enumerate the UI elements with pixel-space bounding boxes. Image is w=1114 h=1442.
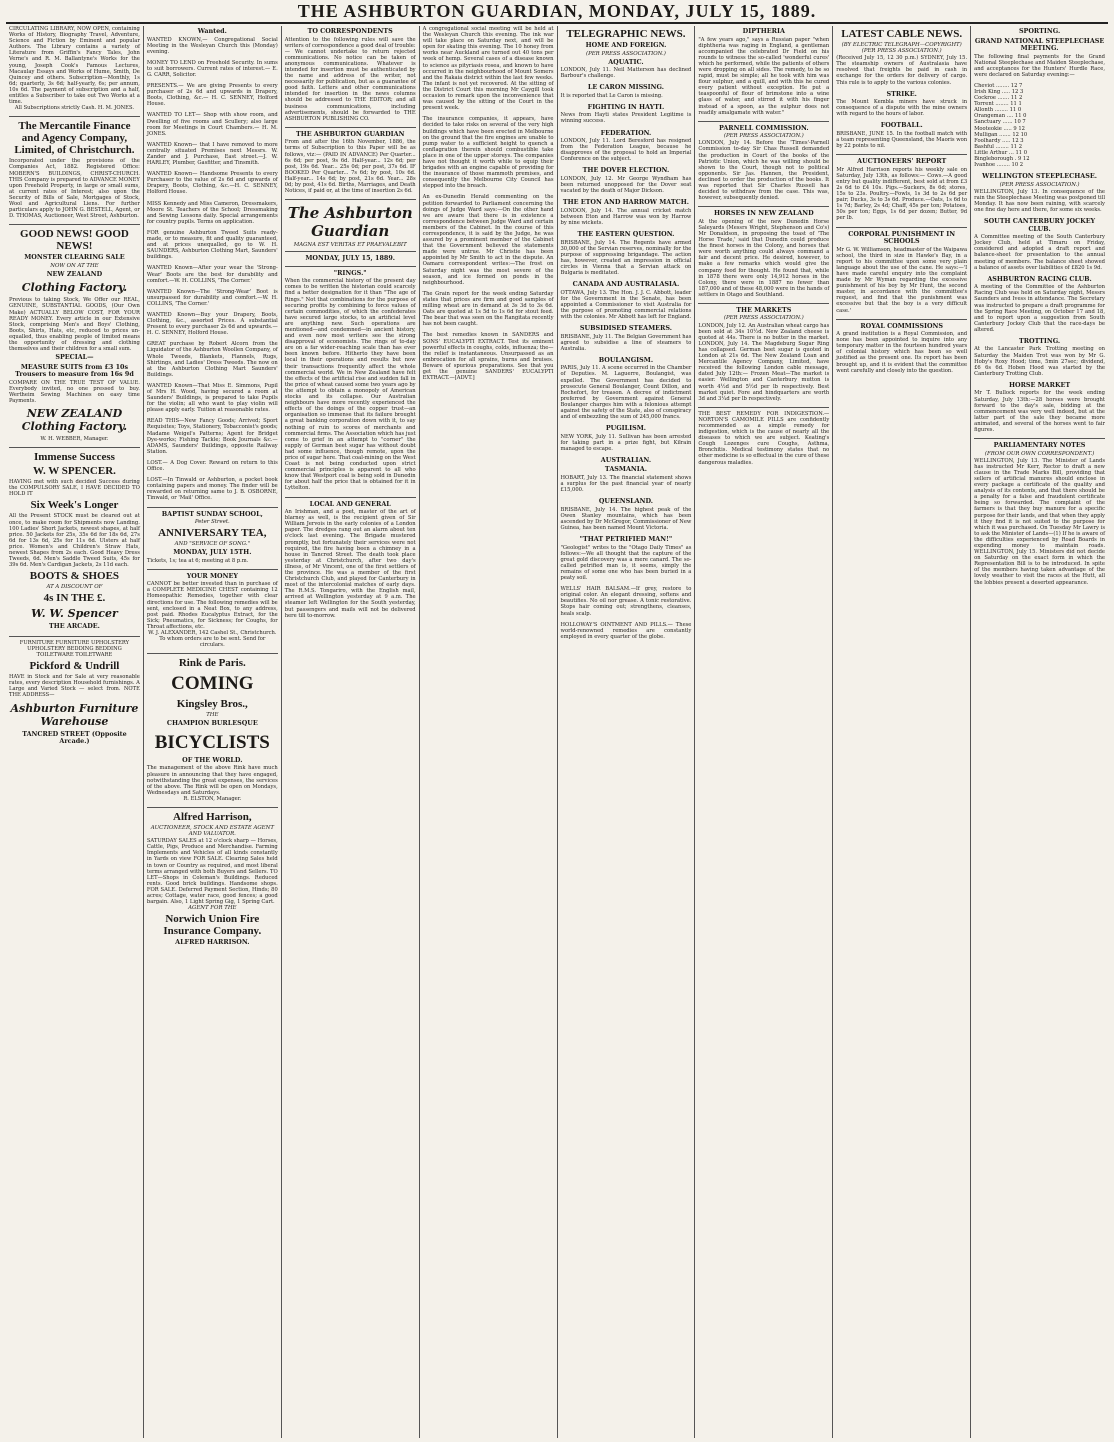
paper-motto: MAGNA EST VERITAS ET PRAEVALEBIT	[293, 242, 407, 249]
news-heading: ASHBURTON RACING CLUB.	[987, 274, 1092, 283]
markets-body: LONDON, July 12. An Australian wheat cargo has been sold at 34s 10½d. New Zealand cheese is quoted at 44s. There is no butter in the market. LONDON, July 14. The Magdeburg Sugar Ring has collapsed. German beet sugar is quoted in London at 21s 6d. The New Zealand Loan and Mercantile Agency Company, Limited, have received the following London cable message, dated July 12th:— Frozen Meat—The market is easier. Wellington and Canterbury mutton is worth 4½d and 5½d per lb respectively. Best market quiet. Fore and hindquarters are worth 3d and 3¼d per lb respectively.	[698, 322, 830, 402]
parnell-title: PARNELL COMMISSION.	[718, 123, 809, 132]
rink-ad	[147, 657, 278, 802]
news-text: "Geologist" writes to the "Otago Daily Times" as follows:—We all thought that the capture of the great gold discovery was a mere canard. The so-called petrified man is, it seems, simply the remains of some one who has been buried in a peaty soil.	[560, 544, 692, 582]
good-news-store-big: Clothing Factory.	[21, 281, 128, 295]
divider	[836, 319, 967, 320]
news-heading: TASMANIA.	[604, 465, 647, 474]
news-heading: SUBSIDISED STEAMERS.	[579, 324, 672, 333]
baptist-date: MONDAY, JULY 15TH.	[173, 548, 252, 557]
news-text: It is reported that Le Caron is missing.	[560, 92, 663, 99]
royal-title: ROYAL COMMISSIONS	[860, 321, 943, 330]
columns	[6, 26, 1108, 1438]
corporal-title: CORPORAL PUNISHMENT IN SCHOOLS	[848, 229, 956, 246]
rink-sign: R. ELSTON, Manager.	[183, 795, 242, 802]
good-news-sub: MONSTER CLEARING SALE	[24, 253, 125, 262]
rink-coming: COMING	[171, 673, 254, 695]
terms-title: THE ASHBURTON GUARDIAN	[295, 129, 405, 138]
harrison-agent: AGENT FOR THE	[188, 905, 237, 912]
news-text: LONDON, July 12. Mr George Wyndham has been returned unopposed for the Dover seat vacated by the death of Major Dickson.	[560, 175, 692, 195]
good-news-manager: W. H. WEBBER, Manager.	[40, 436, 109, 443]
horses-body: At the opening of the new Dunedin Horse Saleyards (Messrs Wright, Stephenson and Co's) Mr Donaldson, in proposing the toast of 'The Horse Trade,' said that Dunedin could produce the finest horses in the Colony, and horses that were worth anything could always command a fair and decent price. He desired, however, to make a few remarks which would give the company food for thought. He found that, while in 1878 there were only 14,912 horses in the Colony, there were in 1887 no fewer than 187,000 and of these 48,000 were in the hands of settlers in Otago and Southland.	[698, 218, 830, 298]
corporal-body: Mr G. W. Williamson, headmaster of the Waipawa school, the third in size in Hawke's Bay, in a report to his committee upon some very plain language about the use of the cane. He says:—'I have made careful enquiry into the complaint made by Mr Wyman regarding the excessive punishment of his boy by Mr Hunt, the second master, in accordance with the committee's request, and find that the punishment was excessive but that the boy is a very difficult case.'	[836, 246, 968, 314]
column-6	[695, 26, 833, 1438]
grain-paragraph: The Grain report for the week ending Saturday states that prices are firm and good samples of milling wheat are in demand at 3s 3d to 3s 6d. Oats are quoted at 1s 5d to 1s 6d for stout feed. The bear that was seen on the Rangitata recently has not been caught.	[422, 290, 554, 328]
divider	[836, 227, 967, 228]
divider	[147, 807, 278, 808]
entry-row: Mooteokie ..... 9 12	[974, 125, 1025, 132]
medicine-title: YOUR MONEY	[186, 571, 238, 580]
rink-bicyclists: BICYCLISTS	[154, 731, 270, 753]
classified: WANTED Known—That Miss E. Simmons, Pupil of Mrs H. Wood, having secured a room at Saunders' Buildings, is prepared to take Pupils for the violin; all who want to play violin will please apply early. Tuition at reasonable rates.	[146, 382, 278, 414]
sporting-sub: GRAND NATIONAL STEEPLECHASE MEETING.	[974, 36, 1105, 52]
spencer-longer: Six Week's Longer	[30, 499, 119, 512]
column-5	[558, 26, 696, 1438]
entry-row: Allonth ........ 11 0	[974, 107, 1022, 114]
news-heading: TROTTING.	[1018, 336, 1061, 345]
editorial	[285, 204, 416, 491]
news-heading: HORSE MARKET	[1008, 380, 1071, 389]
news-text: At the Lancaster Park Trotting meeting on Saturday the Maiden Trot was won by Mr G. Hoby's Roxy Hood; time, 5min 27sec; dividend, £6 6s 6d. Hoben Hood was started by the Canterbury Trotting Club.	[974, 346, 1105, 377]
news-text: WELLINGTON, July 13. In consequence of the rain the Steeplechase Meeting was postponed till Monday. It has now been raining, with scarcely one fine day here and there, for some six weeks.	[974, 188, 1105, 214]
spencer-sign: W. W. Spencer	[31, 607, 118, 621]
classified: WANTED TO LET— Shop with show room, and Dwelling of five rooms and Scullery; also large room for Meetings in Court Chambers.— H. M. JONES.	[146, 112, 278, 137]
terms-body: From and after the 16th November, 1886, the terms of Subscription to this Paper will be as follows, viz:— (PAID IN ADVANCE) Per Quarter... 6s 6d; per post, 9s 6d. Half-year... 12s 6d; per post, 19s 6d. Year... 25s 0d; per post, 37s 6d. IF BOOKED Per Quarter... 7s 6d; by post, 10s 6d. Half-year... 14s 6d; by post, 21s 6d. Year... 28s 0d; by post, 41s 6d. Births, Marriages, and Death Notices, if paid or, at the time of insertion 2s 6d.	[284, 139, 416, 195]
markets-sub: (PER PRESS ASSOCIATION.)	[723, 315, 804, 322]
correspondents-title: TO CORRESPONDENTS	[307, 27, 393, 35]
spencer-four: 4s IN THE £.	[43, 592, 106, 605]
news-text: BRISBANE, July 11. The Belgian Government has agreed to subsidise a line of steamers to Australia.	[560, 333, 692, 352]
good-news-measure: MEASURE SUITS from £3 10s Trousers to measure from 16s 9d	[15, 362, 134, 379]
classified: WANTED Known—The 'Strong-Wear' Boot is unsurpassed for durability and comfort.—W. H. COLLINS, 'The Corner.'	[146, 288, 278, 307]
good-news-title: GOOD NEWS! GOOD NEWS!	[20, 228, 129, 253]
sporting-title: SPORTING.	[1018, 27, 1061, 35]
news-paragraph: An ex-Dunedin Herald commenting on the petition forwarded to Parliament concerning the doings of Judge Ward says:—On the other hand we are aware that there is in existence a correspondence between Judge Ward and certain members of the Cabinet. In the course of this correspondence, it is said by the Judge, he was assured by a prominent member of the Cabinet that the Government believed the statements made were untrue. Mr Christie has been appointed by Mr Smith to act in the dispute. An Oamaru correspondent writes:—The frost on Saturday night was the most severe of the season, and ice formed on ponds in the neighbourhood.	[422, 194, 554, 286]
spencer-ad	[9, 451, 140, 631]
medicine-ad	[147, 573, 278, 649]
good-news-note: NOW ON AT THE	[50, 262, 99, 269]
good-news-body: Previous to taking Stock, We Offer our REAL, GENUINE, SUBSTANTIAL GOODS, (Our Own Make) ACTUALLY BELOW COST, FOR YOUR READY MONEY. Every article in our Extensive Stock, comprising Men's and Boys' Clothing, Boots, Shirts, Hats, etc, reduced to prices un-equalled, thus enabling people of limited means the opportunity of dressing and clothing themselves and their children for a small sum.	[9, 297, 140, 353]
column-3	[282, 26, 420, 1438]
divider	[9, 116, 140, 117]
rink-the: THE	[206, 712, 219, 719]
divider	[9, 636, 140, 637]
divider	[836, 154, 967, 155]
divider	[285, 199, 416, 200]
divider	[285, 127, 416, 128]
news-heading: THE EASTERN QUESTION.	[577, 230, 675, 238]
baptist-ad	[147, 511, 278, 564]
entry-row: Torrent ........ 11 1	[974, 101, 1022, 108]
news-text: LONDON, July 11. Lord Beresford has resigned from the Federation League, because he disapproves of the proposal to hold an Imperial Conference on the subject.	[560, 138, 692, 163]
entry-row: Irish King ..... 12 3	[974, 88, 1024, 95]
parliament-body: WELLINGTON, July 13. The Minister of Lands has instructed Mr Kerr, Rector to draft a new clause in the Trade Marks Bill, providing that sellers of artificial manures should enclose in every package a certificate of the quality and analysis of its contents, and that there should be a penalty for a false and fraudulent certificate being so forwarded. The complaint of the farmers is that they buy manure for a specific purpose for their lands, and that when they apply it they find it is not suited to the purpose for which it was purchased. On Tuesday Mr Lawry is to ask the Minister of Lands—(1) If he is aware of the difficulties experienced by Road Boards in expending money to maintain roads. WELLINGTON, July 15. Ministers did not decide on Saturday on the exact form in which the Representation Bill is to be introduced. In spite of the members having taken advantage of the lovely weather to visit the races at the Hutt, all the lobbies present a deserted appearance.	[974, 457, 1105, 586]
entry-row: Mulligan ....... 12 10	[974, 131, 1028, 138]
news-heading: AUSTRALIAN.	[600, 455, 652, 464]
royal-body: A grand institution is a Royal Commission, and none has been appointed to inquire into any temporary matter in the fourteen hundred years of colonial history which has been so well justified as the present one. Its report has been brought up, and it is evident that the committee went carefully and closely into the question.	[836, 331, 968, 374]
news-text: A Committee meeting of the South Canterbury Jockey Club, held at Timaru on Friday, considered and adopted a draft report and balance-sheet for presentation to the annual meeting of members. The balance sheet showed a balance of assets over liabilities of £820 1s 9d.	[974, 234, 1105, 271]
news-heading: LE CARON MISSING.	[587, 83, 664, 92]
advert-text: WELLS' HAIR BALSAM.—If grey, restore to original color. An elegant dressing, softens and beautifies. No oil nor grease. A tonic restorative. Stops hair coming out; strengthens, cleanses, heals scalp.	[560, 586, 692, 617]
editorial-heading: "RINGS."	[333, 268, 367, 277]
furniture-ad	[9, 640, 140, 746]
classified: LOST.—In Tinwald or Ashburton, a pocket book containing papers and money. The finder will be rewarded on returning same to J. B. OSBORNE, Tinwald, or 'Mail' Office.	[146, 477, 278, 502]
news-heading: SOUTH CANTERBURY JOCKEY CLUB.	[983, 217, 1096, 233]
sporting-entries	[974, 83, 1105, 168]
classified: PRESENTS.— We are giving Presents to every purchaser of 2s 6d and upwards in Drapery, Boots, Clothing, &c.— H. C. SENNEY, Holford House.	[146, 83, 278, 108]
news-text: News from Hayti states President Legitime is winning success.	[560, 112, 692, 125]
telegraphic-title: TELEGRAPHIC NEWS.	[566, 28, 686, 40]
news-text: HOBART, July 13. The financial statement shows a surplus for the past financial year of nearly £15,000.	[560, 474, 692, 494]
library-ad	[9, 26, 140, 111]
spencer-arcade: THE ARCADE.	[49, 622, 100, 631]
classified: FOR genuine Ashburton Tweed Suits ready-made, or to measure, fit and quality guaranteed, and at prices unequalled, go to W. H. SAUNDERS, Ashburton Clothing Mart, Saunders' buildings.	[146, 229, 278, 261]
news-heading: WELLINGTON STEEPLECHASE.	[982, 172, 1097, 181]
column-1	[6, 26, 144, 1438]
news-sub: (PER PRESS ASSOCIATION.)	[999, 181, 1080, 188]
news-heading: FOOTBALL.	[880, 121, 923, 130]
classified: MISS Kennedy and Miss Cameron, Dressmakers, Moore St. Teachers of the School; Dressmaking and Sewing Lessons daily. Special arrangements for country pupils. Terms on application.	[146, 200, 278, 225]
news-text: The Mount Kembla miners have struck in consequence of a dispute with the mine owners with regard to the hours of labor.	[836, 99, 968, 118]
masthead-title: THE ASHBURTON GUARDIAN, MONDAY, JULY 15, 1889.	[6, 0, 1108, 24]
remedy-advert: THE BEST REMEDY FOR INDIGESTION.—NORTON'S CAMOMILE PILLS are confidently recommended as a simple remedy for indigestion, which is the cause of nearly all the diseases to which we are subject. Keating's Cough Lozenges cure Coughs, Asthma, Bronchitis. Medical testimony states that no other medicine is so effectual in the cure of these dangerous maladies.	[698, 410, 830, 466]
correspondents-body: Attention to the following rules will save the writers of correspondence a good deal of trouble:— We cannot undertake to return rejected communications. No notice can be taken of anonymous communications. Whatever is intended for insertion must be authenticated by the name and address of the writer, not necessarily for publication, but as a guarantee of good faith. Letters and other communications intended for insertion in the news columns should be addressed to THE EDITOR; and all business communications, including advertisements, should be forwarded to THE ASHBURTON PUBLISHING CO.	[284, 36, 416, 122]
entry-row: Bashful ........ 11 2	[974, 143, 1022, 150]
harrison-body: SATURDAY SALES at 12 o'clock sharp — Horses, Cattle, Pigs, Produce and Merchandise. Farming Implements and Vehicles of all kinds constantly in Yards on view FOR SALE. Clearing Sales held in town or Country as required, and most liberal terms arranged with both Buyers and Sellers. TO LET—Shops in Coleman's Buildings. Reduced rents. Good brick buildings. Handsome shops. FOR SALE. Deferred Payment Section, Hinds; 80 acres; Cottage, water race, good fences; a good bargain. Also, 1 Light Spring Gig, 1 Spring Cart.	[146, 838, 278, 906]
news-heading: STRIKE.	[886, 89, 917, 98]
pickford-title: Pickford & Undrill	[29, 660, 120, 673]
spencer-body: HAVING met with such decided Success during the COMPULSORY SALE, I HAVE DECIDED TO HOLD IT	[9, 479, 140, 498]
classified: WANTED Known—After your wear the 'Strong-Wear' Boots are the best for durability and comfort.—W. H. COLLINS, 'The Corner.'	[146, 265, 278, 284]
news-text: A meeting of the Committee of the Ashburton Racing Club was held on Saturday night, Messrs Saunders and Ivess in attendance. The Secretary was instructed to prepare a draft programme for the Spring Race Meeting, on October 17 and 18, and to report upon a suggestion from South Canterbury Jockey Club that the race-days be altered.	[974, 284, 1105, 333]
harrison-sub: AUCTIONEER, STOCK AND ESTATE AGENT AND VALUATOR.	[150, 824, 274, 838]
divider	[698, 206, 829, 207]
news-text: BRISBANE, July 14. The Regents have armed 30,000 of the Servian reserves, nominally for the purpose of suppressing brigandage. The action has, however, created an impression in official circles in Vienna that a Servian attack on Bulgaria is meditated.	[560, 239, 692, 276]
spencer-discount: AT A DISCOUNT OF	[46, 584, 103, 591]
divider	[147, 653, 278, 654]
diphtheria-body: "A few years ago," says a Russian paper "when diphtheria was raging in England, a gentleman accompanied the celebrated Dr Field on his rounds to witness the so-called 'wonderful cures' which he performed, while the patients of others were dropping on all sides. The remedy, to be so rapid, must be simple; all he took with him was flour sulphur, and a quill, and with this he cured every patient without exception. He put a teaspoonful of flour of brimstone into a wine glass of water, and stirred it with his finger instead of a spoon, as the sulphur does not readily amalgamate with water."	[698, 36, 830, 116]
mercantile-ad	[9, 120, 140, 219]
classified: GREAT purchase by Robert Alcorn from the Liquidator of the Ashburton Woollen Company, of Whole Tweeds, Blankets, Flannels, Rugs, Shirtings, and Ladies' Dress Tweeds. The now on at the Ashburton Clothing Mart Saunders' Buildings.	[146, 341, 278, 378]
local-body: An Irishman, and a poet, master of the art of blarney as well, is the recipient given of Sir William Jervois in the early colonies of a London paper. The dredges rang out an alarm about ten o'clock last evening. The Brigade mustered promptly, but fortunately their services were not required, the fire having been a chimney in a house in Tancred Street. The death took place yesterday at Christchurch, after two day's illness, of Mr Vincent, one of the first settlers of the province. He was a member of the first Christchurch Club, and played for Canterbury in most of the intercolonial matches of early days. The R.M.S. Tongariro, with the English mail, arrived at Wellington yesterday at 9 a.m. The steamer left Wellington for the South yesterday, but passengers and mails will not be delivered here till to-morrow.	[284, 509, 416, 619]
wanted-heading: Wanted.	[197, 27, 227, 35]
library-body: CIRCULATING LIBRARY, NOW OPEN, containing Works of History, Biography Travel, Adventure, Science and Fiction by Eminent and popular Authors. The Library contains a variety of Literature from Griffin's Fancy Tales, John Verne's and R. M. Ballantyne's Works for the young, Joseph Cook's Famous Lectures, Macaulay Essays and Works of Hume, Smith, De Quincey and others. Subscription—Monthly, 1s 6d; quarterly, 3s 6d; half-yearly, 6s; per annum, 10s 6d. The payment of subscription and a half, entitles a Subscriber to take out Two Works at a time.	[9, 26, 140, 106]
news-text: LONDON, July 11. Neil Matterson has declined Barbour's challenge.	[560, 67, 692, 80]
classified: MONEY TO LEND on Freehold Security. In sums to suit borrowers. Current rates of interest.— E. G. CARR, Solicitor.	[146, 59, 278, 78]
entry-row: Cheviot ........ 12 7	[974, 82, 1023, 89]
medicine-sign: W. J. ALEXANDER, 142 Cashel St., Christchurch. To whom orders are to be sent. Send for circulars.	[148, 630, 277, 649]
column-8	[971, 26, 1108, 1438]
baptist-sub: Peter Street.	[194, 519, 230, 525]
medicine-body: CANNOT be better invested than in purchase of a COMPLETE MEDICINE CHEST containing 12 Homeopathic Remedies, together with clear directions for use. The following remedies will be sent, enclosed in a Neat Box, to any address, post paid. Rhodes Eucalyptus Extract, for the Sick; Pneumatics, for Sickness; for Coughs, for Throat affections, etc.	[146, 581, 278, 630]
baptist-anniversary: ANNIVERSARY TEA,	[158, 527, 267, 540]
local-continued: A congregational social meeting will be held at the Wesleyan Church this evening. The ink war will take place on Saturday next, and will be open for skating this evening. The 10 honey from works near Auckland are turned out 40 tons per week of hemp. Several cases of a disease known to science as pityriasis rosea, and known to have occurred in the neighbourhood of Mount Somers and the Rakaia district within the last few weeks. The infant is not yet recovered. At the sitting of the District Court this morning Mr Caygill took occasion to remark upon the inconvenience that was caused by the sitting of the Court in the present week.	[422, 26, 554, 112]
cables-sub: (BY ELECTRIC TELEGRAPH—COPYRIGHT) (PER PRESS ASSOCIATION.)	[841, 42, 962, 55]
news-text: BRISBANE, July 14. The highest peak of the Owen Stanley mountains, which has been ascended by Dr McGregor, Commissioner of New Guinea, has been named Mount Victoria.	[560, 506, 692, 531]
classified: LOST.— A Dog Cover. Reward on return to this Office.	[146, 459, 278, 473]
harrison-ad	[147, 811, 278, 947]
divider	[147, 569, 278, 570]
paper-logo: The Ashburton Guardian	[287, 204, 413, 241]
news-text: PARIS, July 11. A scene occurred in the Chamber of Deputies. M. Laguerre, Boulangist, was expelled. The Government has decided to prosecute General Boulanger, Count Dillon, and Rochefort, for treason. A decree of indictment preferred by Government against General Boulanger charges him with a felonious attempt against the safety of the State, also of conspiracy and of embezzling the sum of 245,000 francs.	[560, 365, 692, 421]
rink-title: Rink de Paris.	[178, 657, 246, 670]
news-text: LONDON, July 14. The annual cricket match between Eton and Harrow was won by Harrow by nine wickets.	[560, 207, 692, 226]
horses-title: HORSES IN NEW ZEALAND	[713, 209, 814, 218]
parnell-sub: (PER PRESS ASSOCIATION.)	[723, 133, 804, 140]
good-news-ad	[9, 228, 140, 442]
classified: WANTED KNOWN,— Congregational Social Meeting in the Wesleyan Church this (Monday) evening.	[146, 36, 278, 55]
spencer-title: Immense Success	[33, 451, 115, 464]
rink-world: OF THE WORLD.	[182, 755, 243, 764]
entry-row: Foolhardy ..... 12 3	[974, 137, 1024, 144]
rink-kingsley: Kingsley Bros.,	[176, 698, 248, 711]
cables-sydney: (Received July 15, 12 30 p.m.) SYDNEY, July 15. The steamship owners of Australasia have resolved that freights be paid in cash in exchange for the orders for delivery of cargo. This rule is to apply to the various colonies.	[836, 55, 968, 86]
parliament-title: PARLIAMENTARY NOTES	[993, 441, 1086, 450]
classified: READ THIS—New Fancy Goods; Arrived; Sport Requisites; Toys, Stationery, Tobacconist's goods; Madame Weigel's Patterns; Agent for Bridget Dye-works; Fishing Tackle; Book Journals &c.—ADAMS, Saunders' Buildings, opposite Railway Station.	[146, 418, 278, 455]
news-heading: AQUATIC.	[608, 57, 644, 66]
library-footer: All Subscriptions strictly Cash. H. M. JONES.	[14, 105, 134, 112]
harrison-title: Alfred Harrison,	[173, 810, 252, 823]
editorial-body: When the commercial history of the present day comes to be written the historian could scarcely find a better designation for it than "The age of Rings." Not that combinations for the purpose of securing profits by combining to force values of certain commodities, of which the confederates have secured large stocks, to an artificial level are anything new. Such operations are mentioned—and condemned—in ancient history, and even now most writers see the strong disapproval of economists. The rings of to-day are on a far wider-reaching scale than has ever been known before. Hitherto they have been local in their operations and results but now their transactions frequently affect the whole commercial world. We in New Zealand have felt the effects of the artificial rise and sudden fall in the price of wheat caused some two years ago by the attempt to obtain a monopoly of American stocks and its collapse. Our Australian neighbours have more recently experienced the effects of the doings of the copper trust—an organisation so immense that its failure brought a great banking corporation down with it, to say nothing of ruin to scores of merchants and commercial firms. The Association which has just come to grief in an attempt to "corner" the supply of German beet sugar has without doubt had some influence, though remote, upon the price of sugar here. That coal-mining on the West Coast is not being conducted upon strict commercial principles is apparent to all who know that Westport coal is being sold in Dunedin for about half the price that is obtained for it in Lyttelton.	[284, 278, 416, 492]
spencer-boots: BOOTS & SHOES	[29, 570, 120, 583]
classified: WANTED Known— that I have removed to more centrally situated Premises next Messrs. W. Zander and J. Purchase, East street.—J. W. HARLEY, Plumber, Gasfitter, and Tinsmith.	[146, 141, 278, 167]
spencer-stock: All the Present STOCK must be cleared out at once, to make room for Shipments now Landing. 100 Ladies' Short Jackets, newest shapes, at half price. 50 Jackets for 25s, 35s 6d for 18s 6d, 27s 6d for 13s 6d, 25s for 11s 6d. Ulsters at half price. Women's and Children's Straw Hats, newest Shapes from 2s each. Good Heavy Dress Tweeds, 6d. Men's Saddle Tweed Suits, 45s for 39s 6d. Men's Cardigan Jackets, 2s 11d each.	[9, 513, 140, 569]
rink-champion: CHAMPION BURLESQUE	[166, 719, 258, 728]
warehouse-title: Ashburton Furniture Warehouse	[10, 701, 139, 728]
good-news-special: SPECIAL—	[55, 353, 94, 362]
divider	[285, 251, 416, 252]
news-text: OTTAWA, July 13. The Hon. J. J. C. Abbott, leader for the Government in the Senate, has been appointed a Commissioner to visit Australia for the purpose of promoting commercial relations with the colonies. Mr Abbott has left for England.	[560, 289, 692, 320]
divider	[285, 497, 416, 498]
auctioneers-title: AUCTIONEERS' REPORT	[857, 157, 947, 166]
markets-title: THE MARKETS	[736, 305, 792, 314]
cables-title: LATEST CABLE NEWS.	[841, 28, 963, 40]
entry-row: Cockroe ....... 11 2	[974, 95, 1023, 102]
news-heading: QUEENSLAND.	[598, 497, 654, 506]
divider	[698, 407, 829, 408]
column-2	[144, 26, 282, 1438]
parliament-sub: (FROM OUR OWN CORRESPONDENT.)	[984, 450, 1095, 457]
divider	[974, 438, 1105, 439]
harrison-norwich: Norwich Union Fire Insurance Company.	[163, 913, 262, 938]
news-text: Mr T. Bullock reports for the week ending Saturday, July 13th:—28 horses were brought forward to the day's sale, bidding at the commencement was very well indeed, but at the latter part of the sale they became more animated, and several of the horses went to fair figures.	[974, 390, 1105, 433]
rink-body: The management of the above Rink have much pleasure in announcing that they have engaged, notwithstanding the great expenses, the services of the above. The Rink will be open on Mondays, Wednesdays and Saturdays.	[146, 765, 278, 796]
warehouse-street: TANCRED STREET (Opposite Arcade.)	[22, 729, 127, 746]
furniture-list: FURNITURE FURNITURE UPHOLSTERY UPHOLSTERY BEDDING BEDDING TOILETWARE TOILETWARE	[19, 639, 130, 659]
pickford-body: HAVE in Stock and for Sale at very reasonable rates, every description Household furnishings. A Large and Varied Stock — select from. NOTE THE ADDRESS—	[9, 674, 140, 699]
advert-text: HOLLOWAY'S OINTMENT AND PILLS.— These world-renowned remedies are constantly employed in every quarter of the globe.	[560, 621, 692, 640]
classified: WANTED Known—Buy your Drapery, Boots, Clothing, &c., assorted Prices. A substantial Present to every purchaser 2s 6d and upwards.—H. C. SENNEY, Holford House.	[146, 311, 278, 337]
divider	[147, 507, 278, 508]
news-text: NEW YORK, July 11. Sullivan has been arrested for taking part in a prize fight, but Kilrain managed to escape.	[560, 433, 692, 452]
news-heading: BOULANGISM.	[598, 355, 654, 364]
terms-notice	[285, 131, 416, 194]
mercantile-body: Incorporated under the provisions of the Companies Act, 1882. Registered Office: MOBERN'S BUILDINGS, CHRIST-CHURCH. THIS Company is prepared to ADVANCE MONEY upon Freehold Property, in large or small sums, at current rates of Interest; also upon the Security of Bills of Sale, Mortgages of Stock, Wool and Agricultural Liens. For further particulars apply to JOHN G. BESTELL, Agent, or D. THOMAS, Auctioneer, West Street, Ashburton.	[9, 158, 140, 220]
news-heading: FIGHTING IN HAYTI.	[587, 102, 665, 111]
divider	[698, 303, 829, 304]
news-heading: FEDERATION.	[600, 128, 652, 137]
insurance-paragraph: The insurance companies, it appears, have decided to take risks on several of the very high buildings which have been erected in Melbourne on the ground that the fire engines are unable to pump water to a sufficient height to quench a conflagration therein should combustible take place in one of the upper storeys. The companies have not thought it worth while to equip their brigades with an engine capable of providing for the insurance of those mammoth premises, and consequently the Melbourne City Council has stepped into the breach.	[422, 116, 554, 190]
home-sub: (PER PRESS ASSOCIATION.)	[586, 50, 666, 57]
local-general	[285, 501, 416, 619]
column-4	[420, 26, 558, 1438]
entry-row: Bingleborough . 9 12	[974, 156, 1030, 162]
diphtheria-title: DIPTHERIA	[742, 27, 785, 35]
correspondents-notice	[285, 28, 416, 122]
news-heading: THE ETON AND HARROW MATCH.	[562, 198, 689, 207]
entry-row: Ivanhoe ........ 10 2	[974, 162, 1024, 169]
news-heading: PUGILISM.	[605, 424, 647, 433]
mercantile-title: The Mercantile Finance and Agency Company, Limited, of Christchurch.	[14, 120, 135, 157]
local-title: LOCAL AND GENERAL	[309, 499, 391, 508]
harrison-name: ALFRED HARRISON.	[175, 938, 250, 947]
home-title: HOME AND FOREIGN.	[585, 41, 667, 49]
divider	[285, 266, 416, 267]
column-7	[833, 26, 971, 1438]
entry-row: Little Arthur ... 11 0	[974, 149, 1028, 156]
baptist-title: BAPTIST SUNDAY SCHOOL,	[161, 509, 263, 518]
divider	[9, 447, 140, 448]
news-heading: THE DOVER ELECTION.	[582, 166, 670, 175]
news-text: BRISBANE, JUNE 15. In the football match with a team representing Queensland, the Maoris won by 22 points to nil.	[836, 130, 968, 150]
news-heading: CANADA AND AUSTRALASIA.	[572, 280, 680, 289]
good-news-store: NEW ZEALAND	[46, 269, 103, 278]
entry-row: Orangeman .... 11 0	[974, 113, 1027, 120]
spencer-name: W. W SPENCER.	[32, 465, 116, 478]
news-heading: "THAT PETRIFIED MAN!"	[579, 535, 673, 544]
good-news-compare: COMPARE ON THE TRUE TEST OF VALUE. Everybody invited, no one pressed to buy. Wertheim Sewing Machines on easy time Payments.	[9, 379, 140, 404]
baptist-service: AND "SERVICE OF SONG."	[174, 541, 251, 548]
good-news-factory: NEW ZEALAND Clothing Factory.	[21, 407, 128, 434]
sporting-body: The following final payments for the Grand National Steeplechase and Maiden Steeplechase, and acceptances for the Hunters' Hurdle Race, were declared on Saturday evening:—	[974, 53, 1105, 78]
classified: WANTED Known— Handsome Presents to every Purchaser to the value of 2s 6d and upwards of Drapery, Boots, Clothing, &c.—H. C. SENNEY, Holford House.	[146, 171, 278, 196]
remedy-advert: The best remedies known in SANDERS and SONS' EUCALYPTI EXTRACT. Test its eminent powerful effects in coughs, colds, influenza; the—the relief is instantaneous. Unsurpassed as an embrocation for all sprains, burns and bruises. Beware of spurious preparations. See that you get the genuine SANDERS' EUCALYPTI EXTRACT.—[ADVT.]	[422, 332, 554, 382]
entry-row: Sanctuary ...... 10 7	[974, 119, 1026, 126]
auctioneers-body: Mr Alfred Harrison reports his weekly sale on Saturday, July 13th, as follows:— Cows.—A good entry but quality indifferent, best sold at from £3 2s 6d to £4 10s. Pigs.—Suckers, 8s 6d; stores, 15s to 23s. Poultry.—Fowls, 1s 3d to 2s 6d per pair; Ducks, 3s to 3s 6d. Produce.—Oats, 1s 6d to 1s 7d; Barley, 2s 4d; Chaff, 45s per ton; Potatoes, 50s per ton; Eggs, 1s 6d per dozen; Butter, 9d per lb.	[836, 166, 968, 222]
divider	[698, 121, 829, 122]
divider	[9, 224, 140, 225]
parnell-body: LONDON, July 14. Before the 'Times'-Parnell Commission to-day Sir Chas Russell demanded the production in Court of the books of the Patriotic Union, which he was willing should be shown to the Court, though not to political opponents. Sir Jas. Hannen, the President, declined to order the production of the books. It was reported that Sir Charles Russell has decided to withdraw from the case. This was, however, subsequently denied.	[698, 140, 830, 202]
baptist-tickets: Tickets, 1s; tea at 6; meeting at 8 p.m.	[146, 557, 249, 564]
paper-date: MONDAY, JULY 15, 1889.	[305, 254, 396, 263]
